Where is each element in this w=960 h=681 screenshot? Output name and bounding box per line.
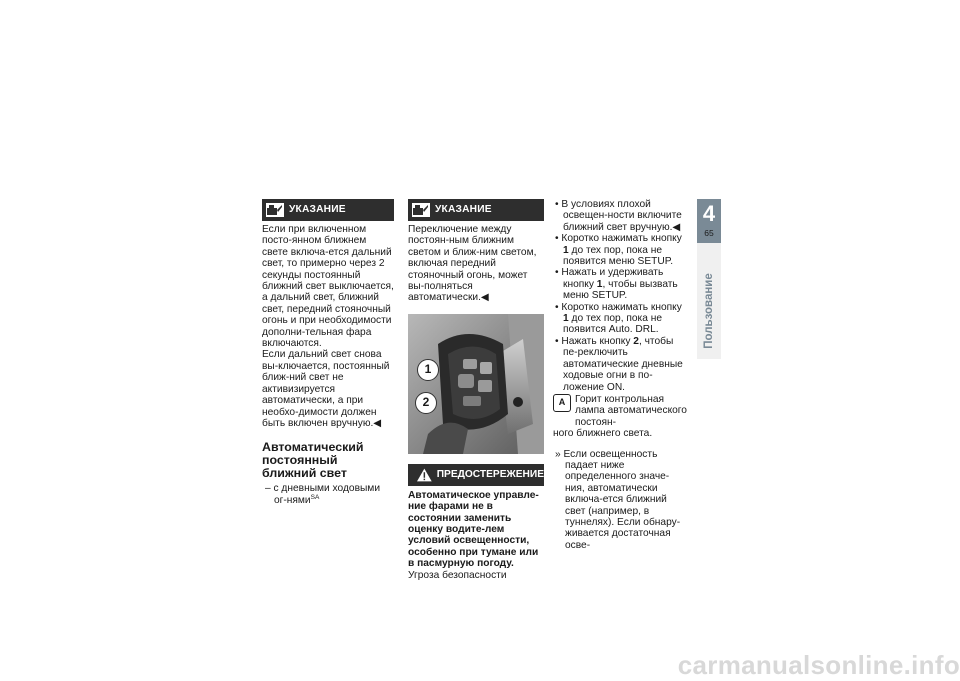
section-heading: Автоматический постоянный ближний свет (262, 440, 364, 481)
notice-title-2: УКАЗАНИЕ (435, 204, 492, 216)
column-2 (408, 199, 544, 581)
bullet-text: Нажать и удерживать кнопку (561, 267, 664, 290)
callout-2: 2 (415, 392, 437, 414)
callout-1: 1 (417, 359, 439, 381)
option-sup: SA (310, 493, 320, 501)
notice-icon (266, 203, 284, 217)
indicator-lamp-note (553, 394, 688, 428)
warning-header (408, 464, 544, 486)
bullet-item: • Коротко нажимать кнопку 1 до тех пор, пока не появится меню SETUP. (555, 233, 682, 268)
lamp-text: Горит контрольная лампа автоматического постоян- (575, 393, 687, 428)
watermark: carmanualsonline.info (677, 650, 960, 680)
notice-text-3: Переключение между постоян-ным ближним светом и ближ-ним светом, включая передний стояночный огонь, может вы-полняться автоматически.◀ (408, 224, 537, 304)
warning-bold-text: Автоматическое управле-ние фарами не в состоянии заменить оценку водите-лем условий освещенности, особенно при тумане или в пасмурную погоду. (408, 489, 539, 570)
chapter-title-container (697, 262, 721, 360)
bullet-text: Нажать кнопку (561, 335, 634, 347)
page-number: 65 (704, 228, 714, 238)
column-3 (553, 199, 688, 551)
column-1 (262, 199, 394, 506)
result-text: » Если освещенность падает ниже определенного значе-ния, автоматически включа-ется ближний свет (например, в туннелях). Если обнару-живается достаточная осве- (555, 448, 681, 551)
notice-text: Если при включенном посто-янном ближнем свете включа-ется дальний свет, то примерно через 2 секунды постоянный ближний свет выключается, а дальний свет, ближний свет, передний стояночный огонь и при необходимости дополни-тельная фара включаются. (262, 224, 394, 350)
notice-title: УКАЗАНИЕ (289, 204, 346, 216)
bullet-item: • В условиях плохой освещен-ности включите ближний свет вручную.◀ (555, 199, 682, 233)
notice-header-2 (408, 199, 544, 221)
chapter-number: 4 (702, 201, 716, 226)
bullet-text: , чтобы пе-реключить автоматические дневные ходовые огни в по-ложение ON. (563, 335, 683, 393)
bullet-text: , чтобы вызвать меню SETUP. (563, 278, 678, 302)
option-item: – с дневными ходовыми ог-нями$^{SA}$ (265, 483, 381, 506)
key-label: 1 (563, 244, 569, 256)
chapter-title: Пользование (703, 273, 715, 349)
key-label: 1 (596, 278, 603, 290)
auto-light-lamp-icon: A (553, 394, 571, 412)
bullet-text: Коротко нажимать кнопку (561, 301, 682, 313)
handlebar-switch-photo (408, 314, 544, 454)
option-text: с дневными ходовыми ог-нями (273, 483, 381, 506)
key-label: 1 (563, 313, 569, 325)
warning-text: Угроза безопасности (408, 569, 507, 581)
bullet-item: • Нажать кнопку 2, чтобы пе-реключить автоматические дневные ходовые огни в по-ложение ON. (555, 335, 683, 393)
warning-triangle-icon (417, 468, 432, 482)
notice-icon (412, 203, 430, 217)
warning-title: ПРЕДОСТЕРЕЖЕНИЕ (436, 469, 544, 481)
key-label: 2 (633, 335, 639, 347)
bullet-item: • Нажать и удерживать кнопку 1, чтобы вызвать меню SETUP. (555, 267, 678, 302)
bullet-text: Коротко нажимать кнопку (561, 233, 682, 245)
bullet-item: • Коротко нажимать кнопку 1 до тех пор, пока не появится Auto. DRL. (555, 301, 682, 336)
notice-text-2: Если дальний свет снова вы-ключается, постоянный ближ-ний свет не активизируется автоматически, а при необхо-димости должен быть включен вручную.◀ (262, 349, 390, 429)
bullet-text: В условиях плохой освещен-ности включите ближний свет вручную.◀ (561, 199, 682, 233)
lamp-text-continued: ного ближнего света. (553, 428, 653, 440)
bullet-text: до тех пор, пока не появится меню SETUP. (563, 244, 674, 268)
notice-header (262, 199, 394, 221)
bullet-text: до тех пор, пока не появится Auto. DRL. (563, 313, 663, 336)
chapter-marker (697, 199, 721, 243)
